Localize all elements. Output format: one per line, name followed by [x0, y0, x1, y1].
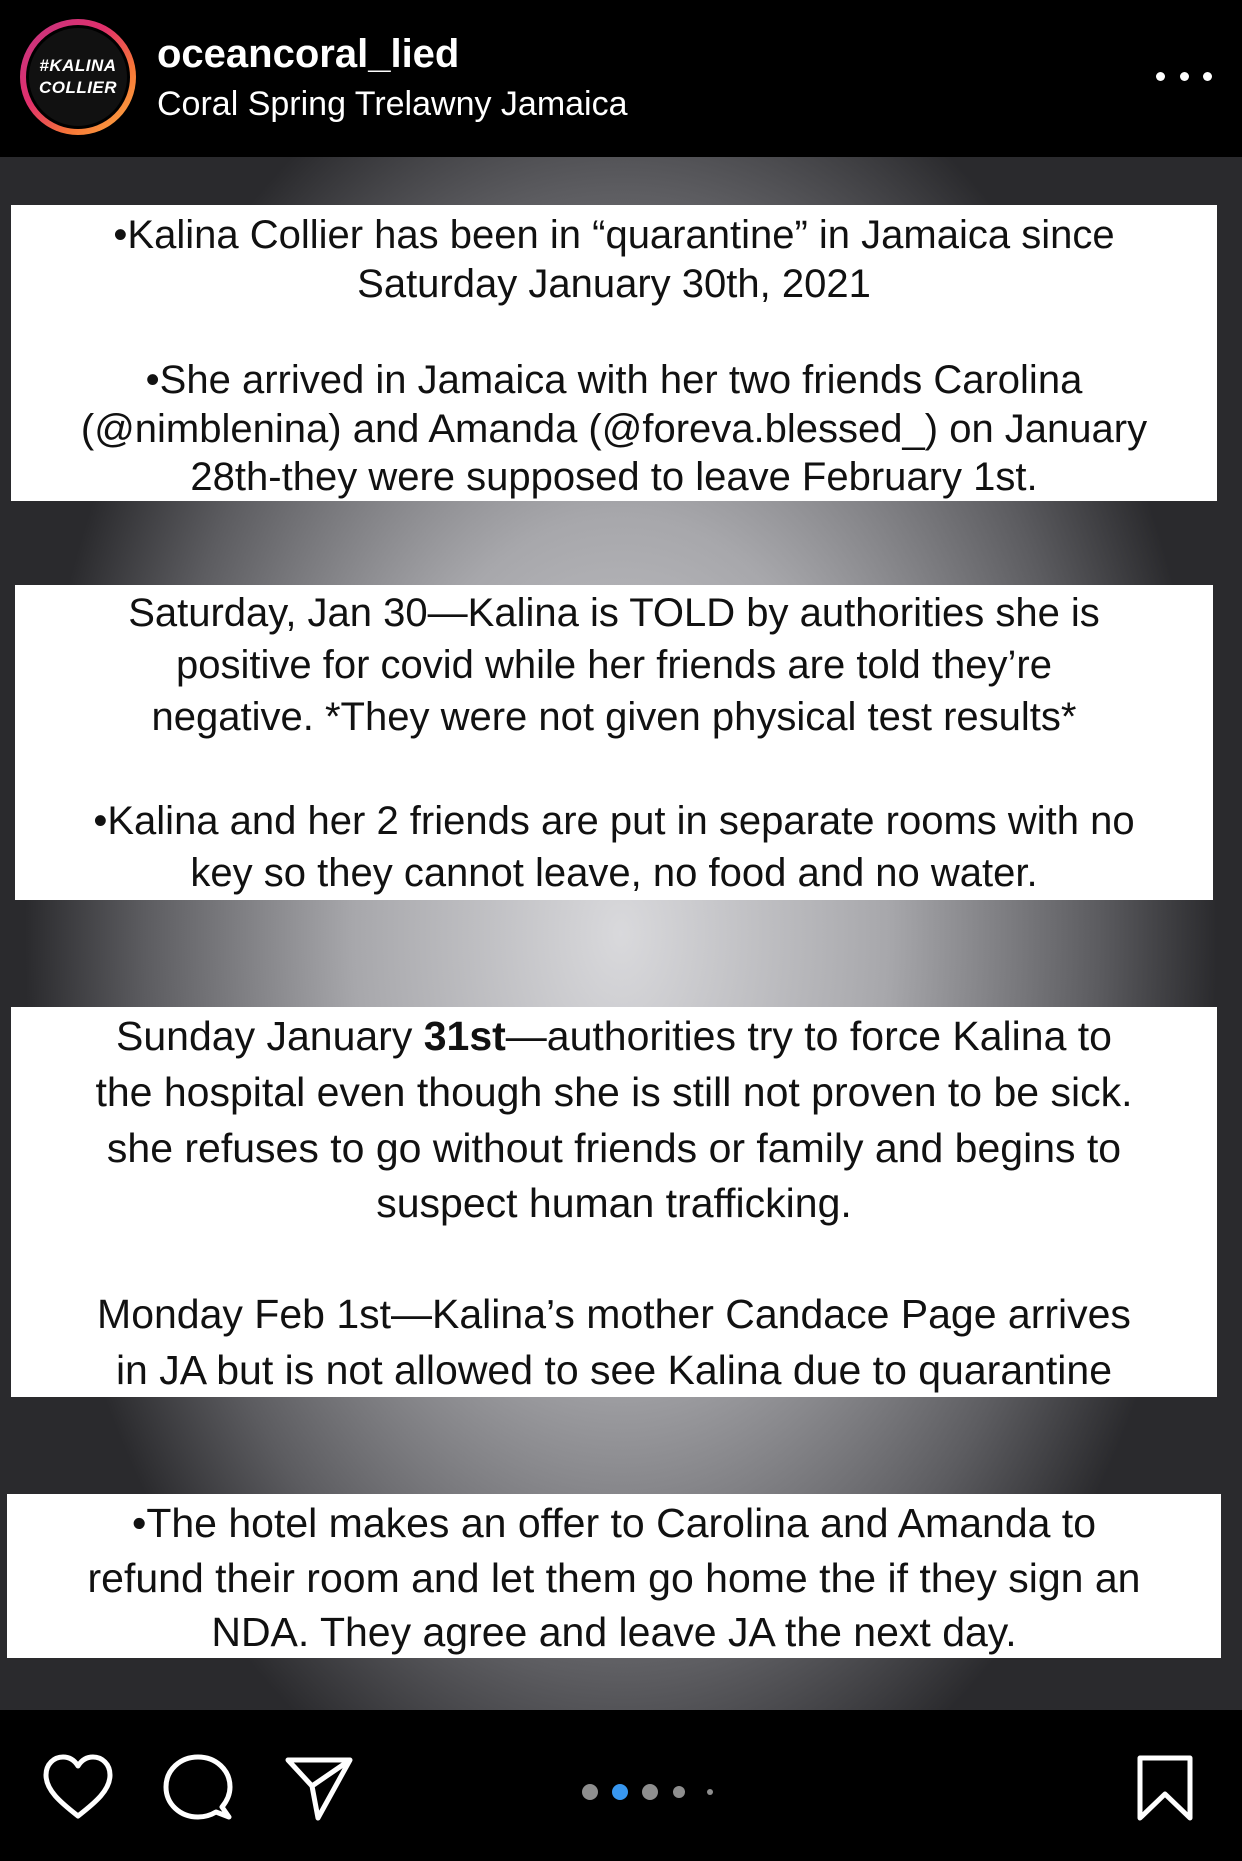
text-line: (@nimblenina) and Amanda (@foreva.blessed_) on January: [80, 406, 1148, 451]
paragraph-gap: [11, 308, 1217, 356]
avatar-image: [26, 25, 130, 129]
text-line: •Kalina Collier has been in “quarantine” in Jamaica since: [113, 213, 1115, 257]
text-line: suspect human trafficking.: [376, 1180, 852, 1227]
share-button[interactable]: [280, 1750, 356, 1826]
text-line: Saturday, Jan 30—Kalina is TOLD by authorities she is: [128, 591, 1100, 635]
text-line: the hospital even though she is still not proven to be sick.: [95, 1068, 1133, 1115]
text-block-4: [7, 1494, 1221, 1658]
more-dot: [1203, 72, 1212, 81]
more-dot: [1180, 72, 1189, 81]
text-segment: Sunday January: [116, 1013, 424, 1059]
text-line: •Kalina and her 2 friends are put in separate rooms with no: [93, 799, 1135, 843]
text-block-1: [11, 205, 1217, 501]
text-line: negative. *They were not given physical test results*: [151, 695, 1077, 739]
text-line: Saturday January 30th, 2021: [357, 261, 871, 306]
avatar-text-line1: #KALINA: [39, 56, 117, 75]
like-button[interactable]: [40, 1750, 116, 1826]
carousel-dot: [673, 1786, 685, 1798]
paragraph-gap: [15, 743, 1213, 795]
bookmark-icon: [1127, 1750, 1203, 1826]
text-line: •She arrived in Jamaica with her two friends Carolina: [145, 358, 1083, 402]
carousel-dot-active: [612, 1784, 628, 1800]
more-options-button[interactable]: [1156, 58, 1212, 94]
paper-plane-icon: [280, 1750, 356, 1826]
post-header: [0, 0, 1242, 157]
text-line: she refuses to go without friends or family and begins to: [106, 1124, 1122, 1171]
avatar-text-line2: COLLIER: [38, 78, 118, 97]
username-link[interactable]: oceancoral_lied: [157, 32, 460, 76]
post-image[interactable]: [0, 157, 1242, 1710]
text-line: positive for covid while her friends are told they’re: [176, 643, 1052, 687]
text-line: in JA but is not allowed to see Kalina due to quarantine: [115, 1346, 1113, 1393]
heart-icon: [40, 1750, 116, 1826]
text-line: •The hotel makes an offer to Carolina and Amanda to: [131, 1500, 1097, 1546]
location-link[interactable]: Coral Spring Trelawny Jamaica: [157, 85, 628, 123]
post-action-bar: [0, 1710, 1242, 1861]
text-line: NDA. They agree and leave JA the next day.: [211, 1609, 1017, 1655]
profile-avatar[interactable]: [20, 19, 136, 135]
text-line: 28th-they were supposed to leave February 1st.: [190, 455, 1038, 499]
text-line: Monday Feb 1st—Kalina’s mother Candace Page arrives: [97, 1291, 1131, 1338]
text-line: key so they cannot leave, no food and no water.: [190, 851, 1038, 895]
text-segment-bold: 31st: [423, 1013, 506, 1059]
more-horizontal-icon: [1156, 72, 1165, 81]
text-segment: —authorities try to force Kalina to: [505, 1013, 1112, 1059]
text-block-3: [11, 1007, 1217, 1397]
save-button[interactable]: [1127, 1750, 1203, 1826]
carousel-dot: [582, 1784, 598, 1800]
text-line: [11, 1009, 1217, 1065]
comment-button[interactable]: [160, 1750, 236, 1826]
text-block-2: [15, 585, 1213, 900]
comment-bubble-icon: [160, 1750, 236, 1826]
text-line: refund their room and let them go home the if they sign an: [87, 1554, 1141, 1601]
paragraph-gap: [11, 1232, 1217, 1287]
carousel-dot: [642, 1784, 658, 1800]
carousel-dot: [707, 1789, 713, 1795]
carousel-indicator: [580, 1782, 720, 1802]
